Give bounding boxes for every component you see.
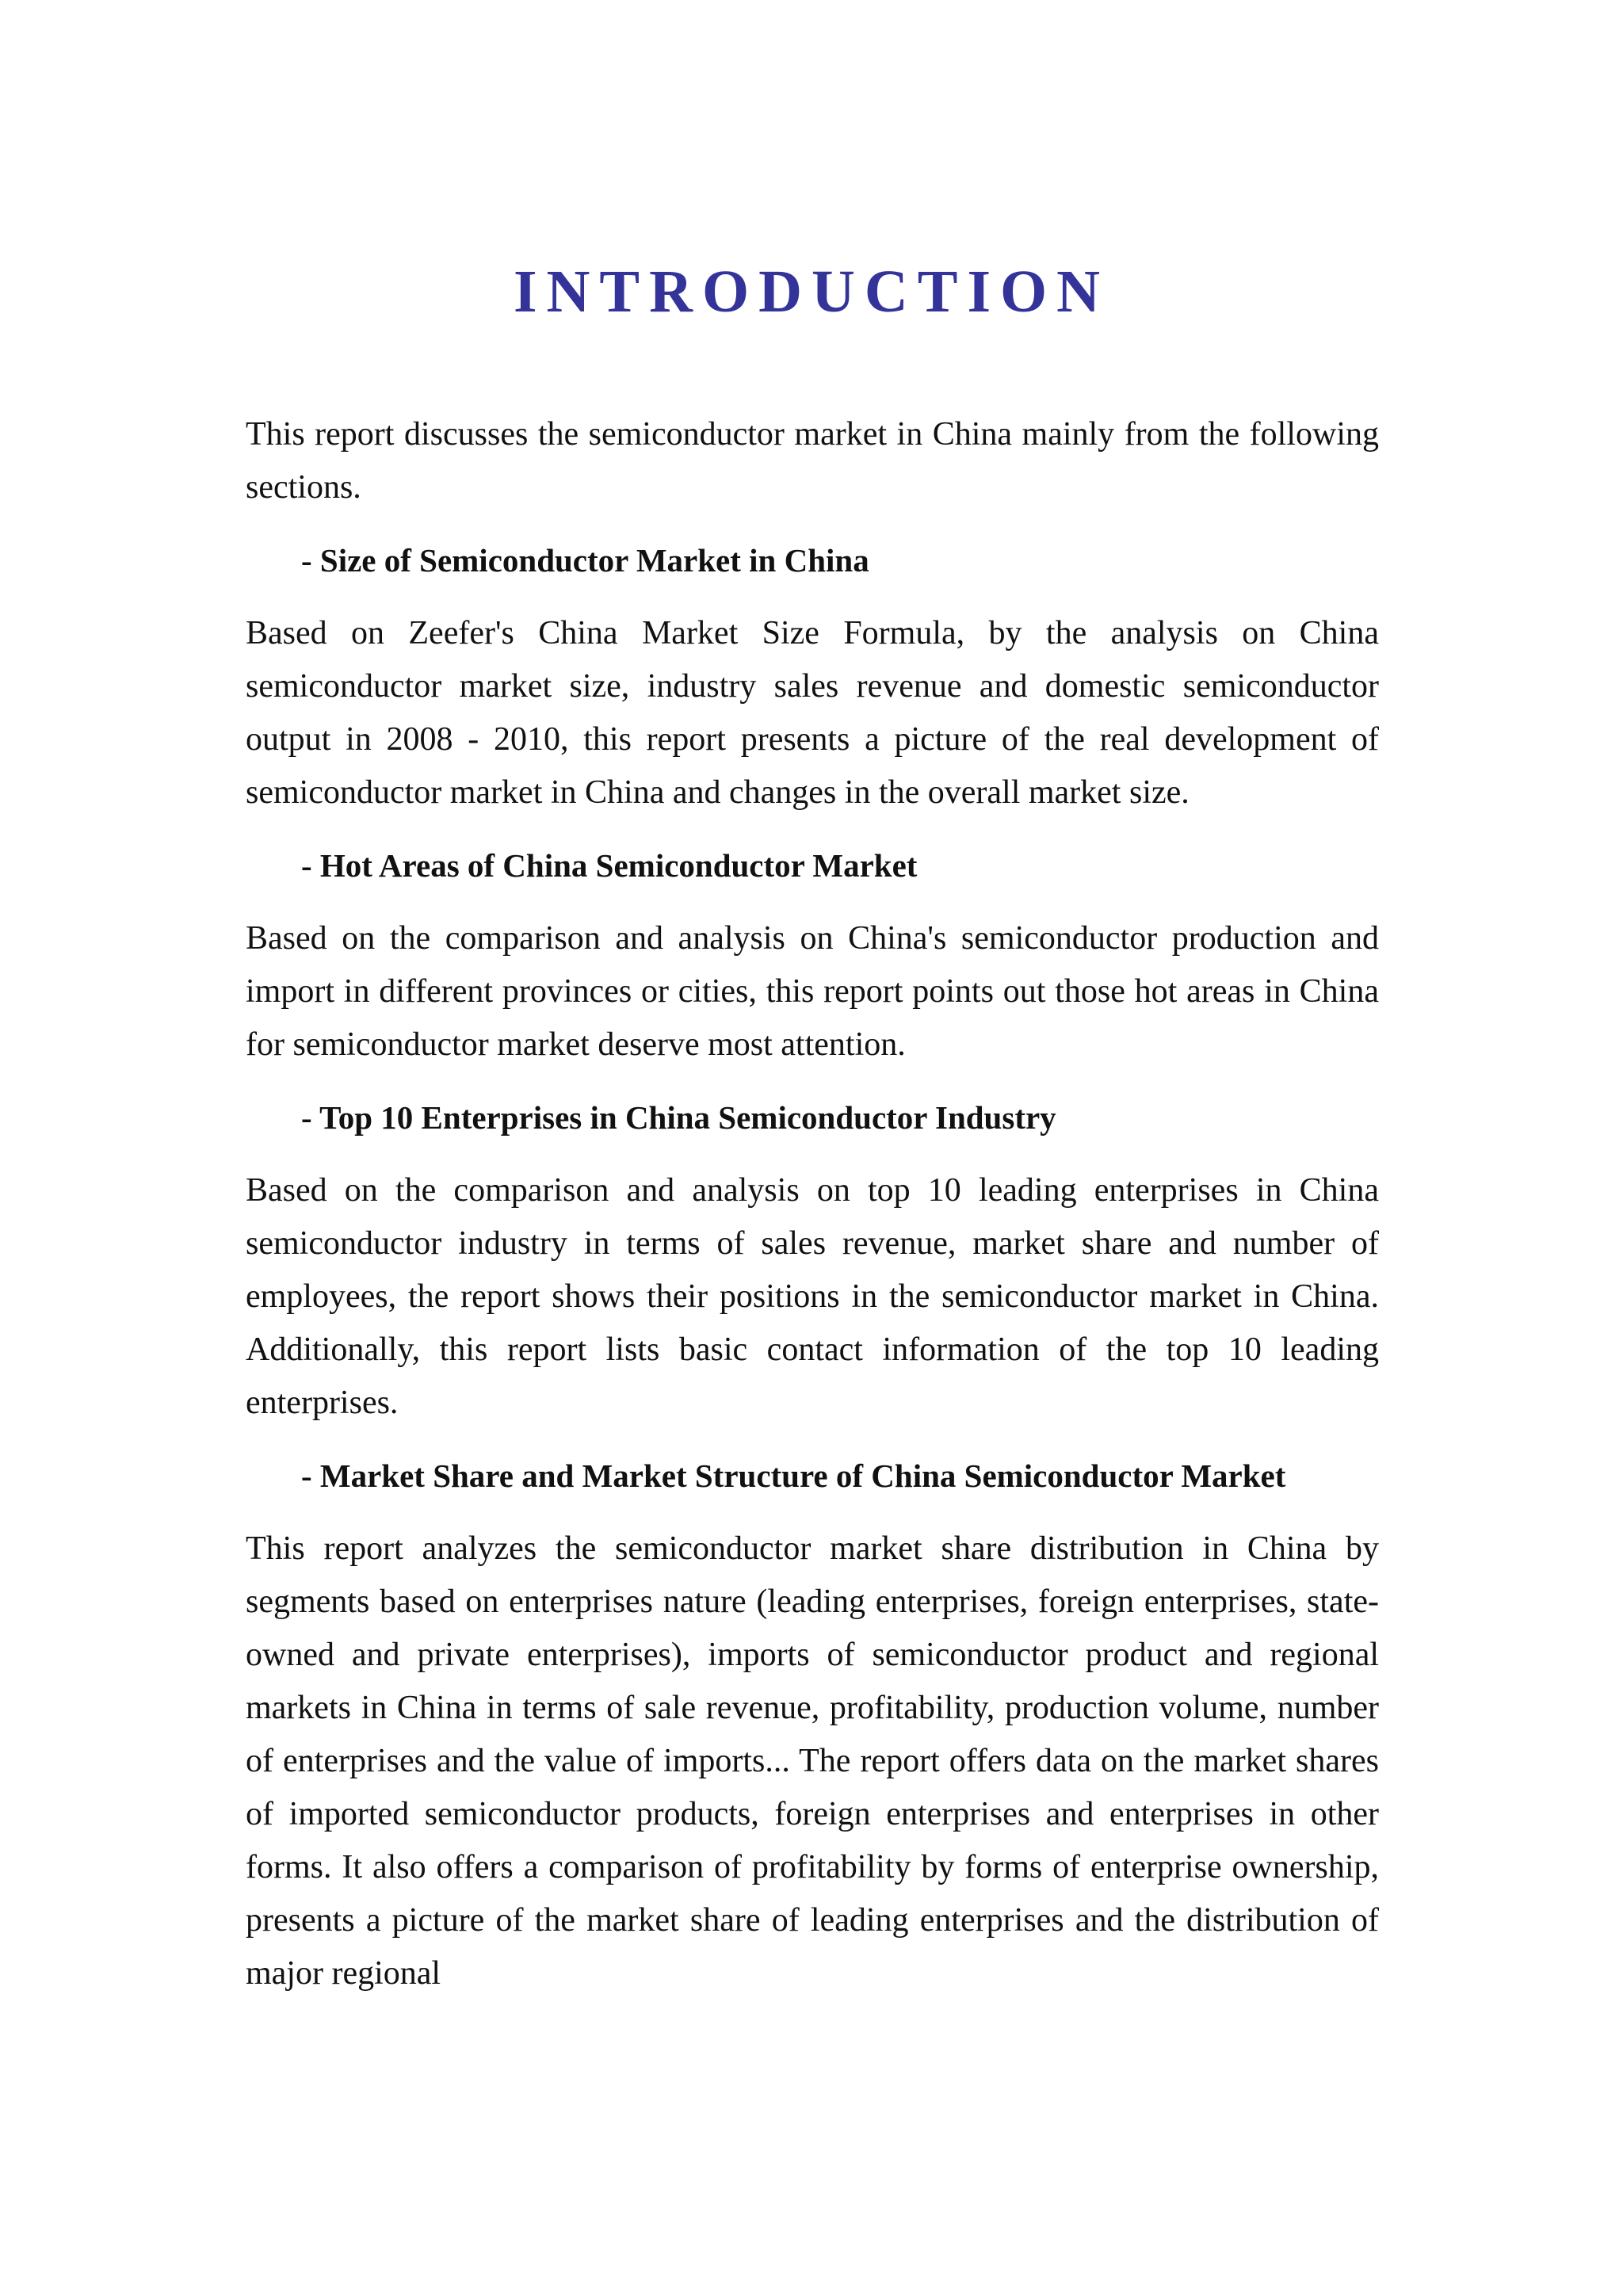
page-title: INTRODUCTION bbox=[513, 258, 1110, 325]
document-body bbox=[246, 408, 1379, 2000]
intro-paragraph: This report discusses the semiconductor market in China mainly from the following sections. bbox=[246, 416, 1379, 506]
section-heading-hot-areas: - Hot Areas of China Semiconductor Market bbox=[301, 847, 918, 884]
section-body-top-enterprises: Based on the comparison and analysis on top 10 leading enterprises in China semiconductor industry in terms of sales revenue, market share and number of employees, the report shows their positions in the semiconductor market in China. Additionally, this report lists basic contact information of the top 10 leading enterprises. bbox=[246, 1172, 1379, 1421]
section-heading-market-size: - Size of Semiconductor Market in China bbox=[301, 542, 869, 579]
section-heading-market-share: - Market Share and Market Structure of China Semiconductor Market bbox=[301, 1457, 1286, 1494]
section-body-hot-areas: Based on the comparison and analysis on China's semiconductor production and import in different provinces or cities, this report points out those hot areas in China for semiconductor market deserve most attention. bbox=[246, 920, 1379, 1063]
section-heading-top-enterprises: - Top 10 Enterprises in China Semiconductor Industry bbox=[301, 1099, 1056, 1136]
section-body-market-share: This report analyzes the semiconductor market share distribution in China by segments based on enterprises nature (leading enterprises, foreign enterprises, state-owned and private enterprises), imports of semiconductor product and regional markets in China in terms of sale revenue, profitability, production volume, number of enterprises and the value of imports... The report offers data on the market shares of imported semiconductor products, foreign enterprises and enterprises in other forms. It also offers a comparison of profitability by forms of enterprise ownership, presents a picture of the market share of leading enterprises and the distribution of major regional bbox=[246, 1530, 1379, 1992]
section-body-market-size: Based on Zeefer's China Market Size Formula, by the analysis on China semiconductor market size, industry sales revenue and domestic semiconductor output in 2008 - 2010, this report presents a picture of the real development of semiconductor market in China and changes in the overall market size. bbox=[246, 615, 1379, 811]
